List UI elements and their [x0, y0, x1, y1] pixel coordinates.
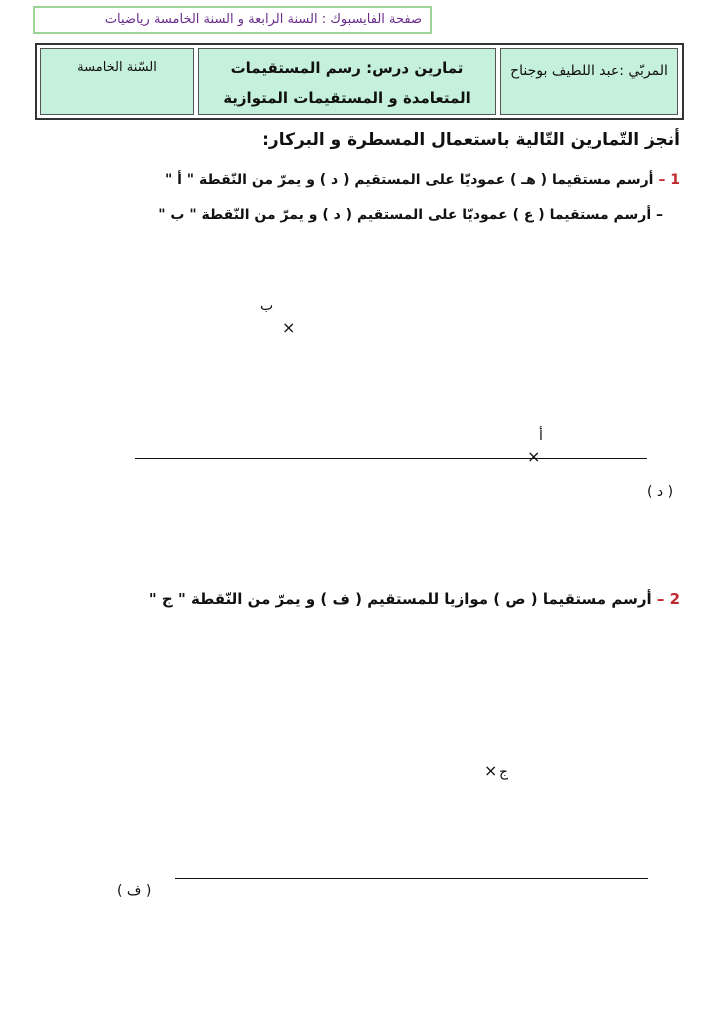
line-d: [135, 458, 647, 459]
point-b-cross: ×: [282, 318, 296, 337]
exercise1-dash: –: [653, 172, 671, 188]
exercise1-line2: – أرسم مستقيما ( ع ) عموديّا على المستقيم ( د ) و يمرّ من النّقطة " ب ": [158, 207, 663, 223]
grade-cell: [40, 48, 194, 115]
exercise1-line1: [165, 172, 680, 188]
line-f: [175, 878, 648, 879]
exercise2-line: [149, 590, 680, 608]
line-f-label: ( ف ): [117, 883, 152, 899]
exercise1-number: 1: [670, 172, 680, 188]
grade-text: السّنة الخامسة: [77, 60, 157, 75]
exercise2-number: 2: [669, 590, 680, 608]
lesson-cell: [198, 48, 496, 115]
point-a-label: أ: [539, 428, 543, 444]
exercise2-text: أرسم مستقيما ( ص ) موازيا للمستقيم ( ف ) و يمرّ من النّقطة " ج ": [148, 590, 652, 608]
instructions: أنجز التّمارين التّالية باستعمال المسطرة و البركار:: [262, 130, 680, 150]
lesson-title-line1: تمارين درس: رسم المستقيمات: [230, 59, 464, 77]
exercise2-dash: –: [651, 590, 670, 608]
teacher-cell: [500, 48, 678, 115]
teacher-name: المربّي :عبد اللطيف بوجناح: [510, 63, 668, 79]
header-table: [35, 43, 684, 120]
lesson-title-line2: المتعامدة و المستقيمات المتوازية: [223, 89, 471, 107]
point-j-cross: ×: [484, 761, 498, 780]
point-a-cross: ×: [527, 447, 541, 466]
line-d-label: ( د ): [647, 484, 674, 500]
point-b-label: ب: [260, 298, 274, 314]
page-header: صفحة الفايسبوك : السنة الرابعة و السنة الخامسة رياضيات: [33, 6, 432, 34]
point-j-label: ج: [499, 764, 509, 780]
exercise1-text: أرسم مستقيما ( هـ ) عموديّا على المستقيم ( د ) و يمرّ من النّقطة " أ ": [164, 172, 654, 188]
